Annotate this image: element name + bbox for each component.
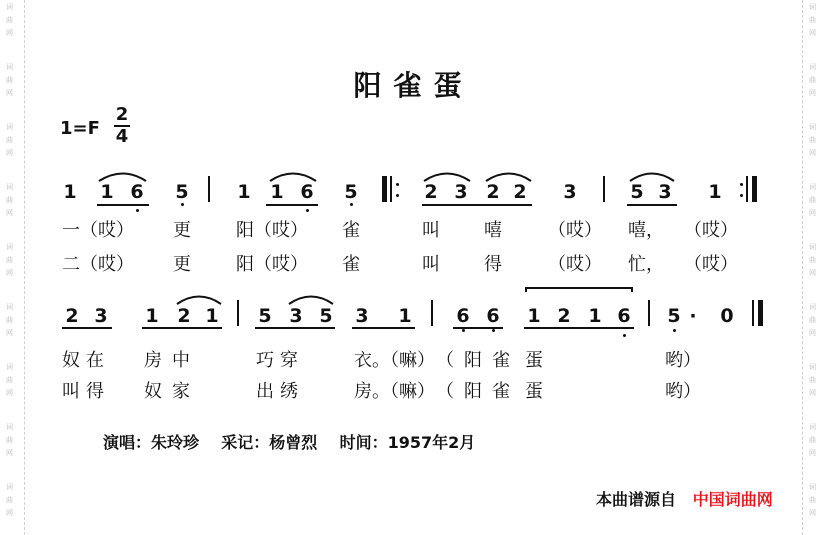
watermark-char: 网 <box>809 29 816 37</box>
watermark-char: 词 <box>6 3 13 11</box>
note: 1 <box>205 305 219 327</box>
watermark-char: 网 <box>6 329 13 337</box>
note: 3 <box>454 181 468 203</box>
note: 3 <box>289 305 303 327</box>
note: 2 <box>424 181 438 203</box>
watermark-char: 网 <box>809 269 816 277</box>
lyric: 巧穿 <box>256 350 304 371</box>
watermark-char: 网 <box>809 329 816 337</box>
watermark-char: 曲 <box>809 256 816 264</box>
note: 2 <box>557 305 571 327</box>
watermark-char: 网 <box>809 209 816 217</box>
lyric: （哎） <box>684 220 738 241</box>
note: 1 <box>270 181 284 203</box>
watermark-char: 词 <box>809 3 816 11</box>
note: 5 <box>630 181 644 203</box>
lyric: 一（哎） <box>62 220 134 241</box>
lyric: 忙， <box>628 254 664 275</box>
watermark-char: 网 <box>6 209 13 217</box>
note: 5 <box>319 305 333 327</box>
slur <box>177 297 221 305</box>
slur <box>486 174 531 182</box>
watermark-char: 词 <box>6 63 13 71</box>
watermark-char: 曲 <box>6 496 13 504</box>
lyric: 出绣 <box>256 381 304 402</box>
lyric: 叫 <box>422 220 440 241</box>
note: 1 <box>145 305 159 327</box>
watermark-char: 词 <box>809 123 816 131</box>
watermark-char: 曲 <box>6 16 13 24</box>
lyric: 衣。（嘛） <box>354 350 435 371</box>
watermark-char: 网 <box>6 149 13 157</box>
note: 3 <box>658 181 672 203</box>
watermark-char: 曲 <box>809 136 816 144</box>
watermark-char: 曲 <box>6 436 13 444</box>
watermark-char: 网 <box>809 449 816 457</box>
note: 6 <box>300 181 314 203</box>
note: 2 <box>65 305 79 327</box>
watermark-char: 网 <box>809 389 816 397</box>
note: 5 <box>175 181 189 203</box>
note: 3 <box>94 305 108 327</box>
lyric: 更 <box>173 254 191 275</box>
watermark-char: 词 <box>809 483 816 491</box>
slur <box>99 174 146 182</box>
watermark-char: 网 <box>6 449 13 457</box>
watermark-char: 网 <box>809 149 816 157</box>
slur-bracket <box>526 288 632 292</box>
note: 5 <box>258 305 272 327</box>
watermark-char: 词 <box>6 183 13 191</box>
lyric: （哎） <box>684 254 738 275</box>
source-brand-link[interactable]: 中国词曲网 <box>692 490 773 509</box>
slur <box>270 174 316 182</box>
watermark-char: 词 <box>6 483 13 491</box>
note: 1 <box>63 181 77 203</box>
watermark-char: 网 <box>6 509 13 517</box>
lyric: 更 <box>173 220 191 241</box>
key-signature: 1=F <box>60 118 100 139</box>
slur <box>289 297 333 305</box>
note: 5 <box>667 305 681 327</box>
lyric: （阳雀 <box>436 350 520 371</box>
lyric: （哎） <box>548 254 602 275</box>
note: 6 <box>130 181 144 203</box>
watermark-char: 网 <box>809 509 816 517</box>
note: 1 <box>100 181 114 203</box>
lyric: 雀 <box>342 254 360 275</box>
lyric: 奴在 <box>62 350 110 371</box>
watermark-char: 词 <box>809 423 816 431</box>
watermark-char: 词 <box>6 123 13 131</box>
watermark-char: 网 <box>6 29 13 37</box>
dotted-rhythm-dot: · <box>689 305 697 327</box>
lyric: 阳（哎） <box>236 220 308 241</box>
watermark-char: 网 <box>6 389 13 397</box>
watermark-char: 曲 <box>6 136 13 144</box>
note: 6 <box>456 305 470 327</box>
note: 2 <box>486 181 500 203</box>
watermark-char: 曲 <box>6 256 13 264</box>
watermark-char: 网 <box>6 89 13 97</box>
lyric: 蛋 <box>525 381 543 402</box>
note: 2 <box>513 181 527 203</box>
watermark-char: 曲 <box>809 196 816 204</box>
rest: 0 <box>720 305 734 327</box>
note: 3 <box>355 305 369 327</box>
note: 6 <box>486 305 500 327</box>
note: 5 <box>344 181 358 203</box>
watermark-char: 词 <box>6 303 13 311</box>
watermark-char: 网 <box>809 89 816 97</box>
lyric: 雀 <box>342 220 360 241</box>
note: 6 <box>617 305 631 327</box>
lyric: 哟） <box>665 350 701 371</box>
watermark-char: 曲 <box>6 376 13 384</box>
watermark-char: 词 <box>809 183 816 191</box>
watermark-char: 词 <box>809 303 816 311</box>
song-title: 阳雀蛋 <box>353 69 474 102</box>
watermark-char: 词 <box>809 63 816 71</box>
source-prefix: 本曲谱源自 <box>596 490 677 509</box>
slur <box>424 174 470 182</box>
note: 1 <box>588 305 602 327</box>
lyric: 阳（哎） <box>236 254 308 275</box>
slur <box>630 174 674 182</box>
note: 1 <box>237 181 251 203</box>
lyric: 得 <box>484 254 502 275</box>
watermark-char: 词 <box>6 423 13 431</box>
note: 2 <box>177 305 191 327</box>
source-line <box>596 487 773 510</box>
watermark-char: 词 <box>809 363 816 371</box>
watermark-char: 曲 <box>809 376 816 384</box>
watermark-char: 曲 <box>809 496 816 504</box>
time-signature-bottom: 4 <box>115 126 129 147</box>
lyric: 叫 <box>422 254 440 275</box>
lyric: 叫得 <box>62 381 110 402</box>
lyric: 房。（嘛） <box>354 381 435 402</box>
lyric: （哎） <box>548 220 602 241</box>
note: 1 <box>398 305 412 327</box>
time-signature-top: 2 <box>115 104 129 125</box>
note: 3 <box>563 181 577 203</box>
watermark-char: 网 <box>6 269 13 277</box>
watermark-char: 词 <box>809 243 816 251</box>
watermark-char: 曲 <box>809 316 816 324</box>
credits-line: 演唱：朱玲珍 采记：杨曾烈 时间：1957年2月 <box>103 433 476 452</box>
watermark-char: 曲 <box>6 196 13 204</box>
watermark-char: 曲 <box>809 76 816 84</box>
lyric: 嘻 <box>484 220 502 241</box>
note: 1 <box>708 181 722 203</box>
lyric: 奴家 <box>144 381 200 402</box>
watermark-char: 词 <box>6 243 13 251</box>
lyric: （阳雀 <box>436 381 520 402</box>
lyric: 嘻， <box>628 220 664 241</box>
lyric: 蛋 <box>525 350 543 371</box>
lyric: 房中 <box>144 350 200 371</box>
lyric: 哟） <box>665 381 701 402</box>
watermark-char: 词 <box>6 363 13 371</box>
lyric: 二（哎） <box>62 254 134 275</box>
note: 1 <box>527 305 541 327</box>
watermark-char: 曲 <box>6 76 13 84</box>
watermark-char: 曲 <box>809 436 816 444</box>
watermark-char: 曲 <box>6 316 13 324</box>
watermark-char: 曲 <box>809 16 816 24</box>
